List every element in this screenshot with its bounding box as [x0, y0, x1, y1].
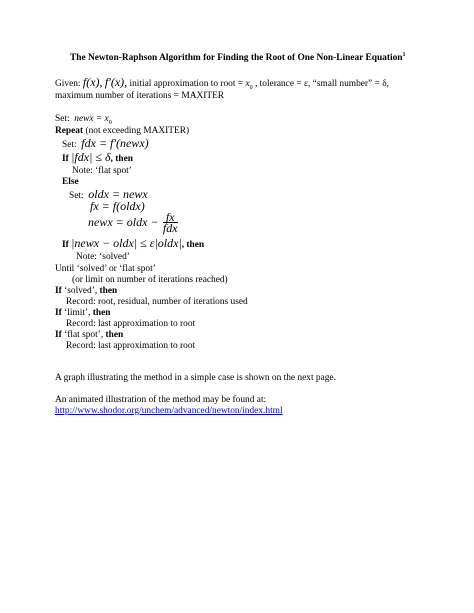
if2-expr: |newx − oldx| ≤ ε|oldx| [71, 236, 182, 250]
fraction-numerator: fx [163, 212, 178, 223]
record-limit: Record: last approximation to root [66, 319, 196, 329]
if1-keyword: If [62, 154, 69, 164]
fraction-denominator: fdx [162, 221, 178, 235]
until-line-1: Until ‘solved’ or ‘flat spot’ [55, 264, 156, 274]
given-x0: x [245, 79, 250, 89]
set2-expr: fdx = f′(newx) [81, 136, 149, 150]
set-newx [55, 114, 112, 125]
if-solved-keyword: If [55, 286, 62, 296]
if-limit-then: then [92, 308, 111, 318]
if1-expr: |fdx| ≤ δ [71, 150, 111, 164]
given-x0-sub: 0 [249, 84, 253, 91]
if-flat-line [55, 330, 123, 341]
given-line-2: maximum number of iterations = MAXITER [55, 91, 225, 101]
if-flat-rest: ‘flat spot’, [61, 330, 106, 340]
set2-label: Set: [62, 140, 77, 150]
if-limit-line [55, 308, 111, 319]
if-solved-then: then [99, 286, 118, 296]
until-line-2: (or limit on number of iterations reached) [72, 275, 228, 285]
if-flat-check [62, 152, 133, 165]
if2-keyword: If [62, 240, 69, 250]
page-title [70, 53, 406, 64]
set-sub: 0 [108, 119, 112, 126]
given-f: f(x), [82, 75, 103, 89]
set-label: Set: [55, 114, 70, 124]
record-flat: Record: last approximation to root [66, 341, 196, 351]
if-flat-then: then [105, 330, 124, 340]
record-solved: Record: root, residual, number of iterations used [66, 297, 248, 307]
if1-then: , then [110, 154, 133, 164]
if-solved-check [62, 238, 204, 251]
note-flat-spot: Note: ‘flat spot’ [72, 166, 132, 176]
if-solved-line [55, 286, 117, 297]
title-text: The Newton-Raphson Algorithm for Finding the Root of One Non-Linear Equation [70, 53, 403, 63]
repeat-keyword: Repeat [55, 126, 84, 136]
given-text2: , tolerance = ε, “small number” = δ, [252, 79, 389, 89]
given-fprime: f′(x), [104, 75, 128, 89]
set-newx-update [88, 212, 178, 233]
given-line [55, 77, 389, 90]
animation-link-line [55, 406, 283, 417]
animation-note: An animated illustration of the method may be found at: [55, 395, 267, 405]
fraction-fx-over-fdx [163, 212, 178, 233]
set-expr: newx = x [74, 114, 109, 124]
if-limit-rest: ‘limit’, [61, 308, 93, 318]
if-limit-keyword: If [55, 308, 62, 318]
if-flat-keyword: If [55, 330, 62, 340]
graph-note: A graph illustrating the method in a simple case is shown on the next page. [55, 373, 336, 383]
else-keyword: Else [62, 177, 79, 187]
set3-expr1: oldx = newx [88, 187, 148, 201]
given-text1: initial approximation to root = [127, 79, 246, 89]
set3-expr2: fx = f(oldx) [90, 199, 145, 213]
repeat-rest: (not exceeding MAXITER) [83, 126, 190, 136]
if2-then: , then [181, 240, 205, 250]
set3-expr3-left: newx = oldx − [88, 215, 159, 229]
animation-link[interactable]: http://www.shodor.org/unchem/advanced/newton/index.html [55, 406, 283, 416]
if-solved-rest: ‘solved’, [61, 286, 100, 296]
set3-label: Set: [69, 191, 84, 201]
given-label: Given: [55, 79, 81, 89]
note-solved: Note: ‘solved’ [76, 252, 130, 262]
title-footnote: 1 [402, 51, 406, 58]
